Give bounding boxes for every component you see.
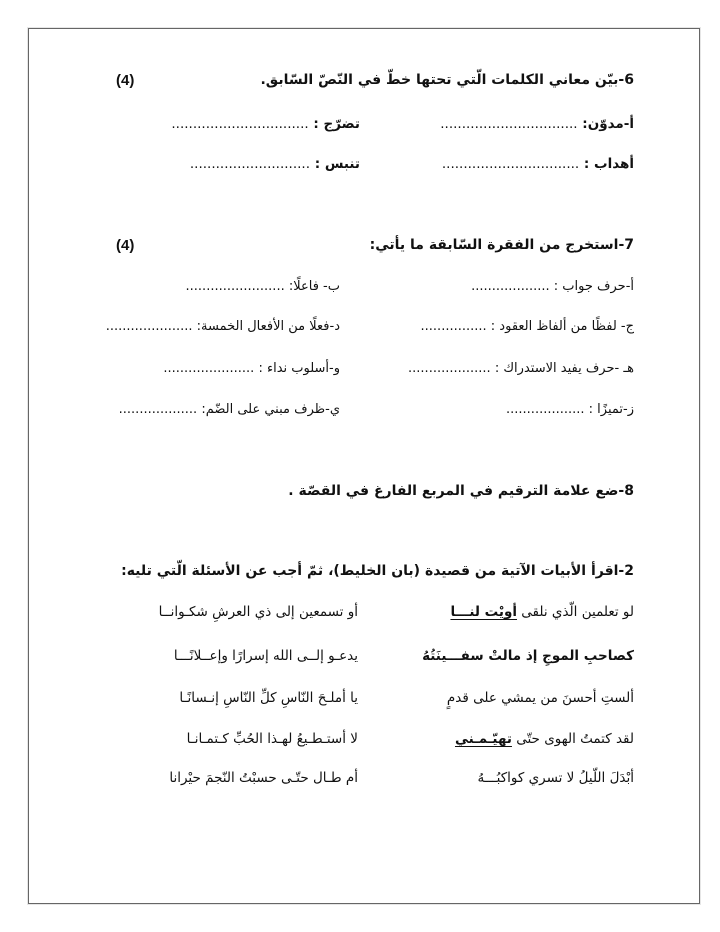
verse-2-second-half: يدعـو إلــى الله إسرارًا وإعــلانًـــا	[173, 648, 358, 664]
q6-item-d	[190, 156, 360, 172]
q6-item-d-label: تنبس :	[314, 156, 360, 172]
q7-item-h-label: ي-ظرف مبني على الضّم:	[201, 402, 340, 417]
q6-item-d-answer[interactable]: ............................	[189, 156, 311, 172]
q7-item-f-label: و-أسلوب نداء :	[258, 361, 340, 376]
q7-item-f-answer[interactable]: ......................	[163, 361, 255, 376]
q7-item-b-answer[interactable]: ........................	[185, 279, 285, 294]
q7-item-d-label: د-فعلًا من الأفعال الخمسة:	[196, 319, 340, 334]
verse-5-text: أبْدَلَ اللّيلُ لا تسري كواكبُـــهُ	[477, 770, 634, 786]
q7-item-f	[163, 361, 340, 376]
q8-title: 8-ضع علامة الترقيم في المربع الفارغ في القصّة .	[288, 483, 634, 499]
q7-item-g-label: ز-تميزًا :	[588, 402, 634, 417]
verse-4-second-half: لا أستـطـيعُ لهـذا الحُبِّ كـتمـانـا	[186, 731, 358, 747]
q7-title: 7-استخرج من الفقرة السّابقة ما يأتي:	[369, 237, 634, 253]
underlined-word: تهيّـمـني	[454, 731, 512, 747]
q7-item-c-answer[interactable]: ................	[420, 319, 487, 334]
q7-item-e-answer[interactable]: ....................	[408, 361, 491, 376]
q7-item-c-label: ج- لفظًا من ألفاظ العقود :	[490, 319, 634, 334]
q6-title: 6-بيّن معاني الكلمات الّتي تحتها خطّ في النّصّ السّابق.	[260, 72, 634, 88]
verse-5-second-half: أم طـال حتّـى حسبْتُ النّجمَ حيْرانا	[169, 770, 358, 786]
q7-item-a-label: أ-حرف جواب :	[553, 279, 634, 294]
verse-1-text: لو تعلمين الّذي نلقى	[517, 604, 634, 620]
q7-item-c	[421, 319, 634, 334]
verse-3-text: ألستِ أحسنَ من يمشي على قدمٍ	[446, 690, 634, 706]
verse-2-first-half	[422, 648, 634, 664]
q7-item-e	[408, 361, 634, 376]
q6-item-a	[440, 116, 634, 132]
poem-title: 2-اقرأ الأبيات الآتية من قصيدة (بان الخليط)، ثمّ أجب عن الأسئلة الّتي تليه:	[121, 563, 634, 579]
q7-item-h-answer[interactable]: ...................	[118, 402, 198, 417]
verse-2-text: كصاحبِ الموجِ إذ مالتْ سفـــينَتُهُ	[422, 648, 634, 664]
q7-item-a	[471, 279, 634, 294]
q7-item-g	[506, 402, 634, 417]
verse-3-second-half: يا أملـحَ النّاسِ كلِّ النّاسِ إنـسانًـا	[179, 690, 358, 706]
verse-1-second-half: أو تسمعين إلى ذي العرشِ شكـوانــا	[158, 604, 358, 620]
q6-item-b-answer[interactable]: ................................	[171, 116, 309, 132]
q7-item-b	[186, 279, 340, 294]
q6-item-b-label: تضرّج :	[313, 116, 360, 132]
q7-item-a-answer[interactable]: ...................	[471, 279, 550, 294]
underlined-word: أويْت لنـــا	[450, 604, 518, 620]
q7-item-g-answer[interactable]: ...................	[506, 402, 585, 417]
verse-1-first-half	[450, 604, 634, 620]
q6-item-a-answer[interactable]: ................................	[440, 116, 578, 132]
q6-item-c	[442, 156, 634, 172]
verse-5-first-half	[478, 770, 634, 786]
q6-item-c-label: أهداب :	[583, 156, 634, 172]
verse-4-text: لقد كتمتُ الهوى حتّى	[511, 731, 634, 747]
q6-item-b	[171, 116, 360, 132]
q7-item-b-label: ب- فاعلًا:	[288, 279, 340, 294]
verse-3-first-half	[447, 690, 634, 706]
q6-item-c-answer[interactable]: ................................	[441, 156, 580, 172]
q7-item-d	[106, 319, 340, 334]
q6-item-a-label: أ-مدوّن:	[582, 116, 634, 132]
q7-item-e-label: هـ -حرف يفيد الاستدراك :	[494, 361, 634, 376]
q7-marks: (4)	[116, 237, 135, 254]
verse-4-first-half	[455, 731, 634, 747]
q7-item-h	[119, 402, 340, 417]
q7-item-d-answer[interactable]: .....................	[105, 319, 193, 334]
q6-marks: (4)	[116, 72, 135, 89]
